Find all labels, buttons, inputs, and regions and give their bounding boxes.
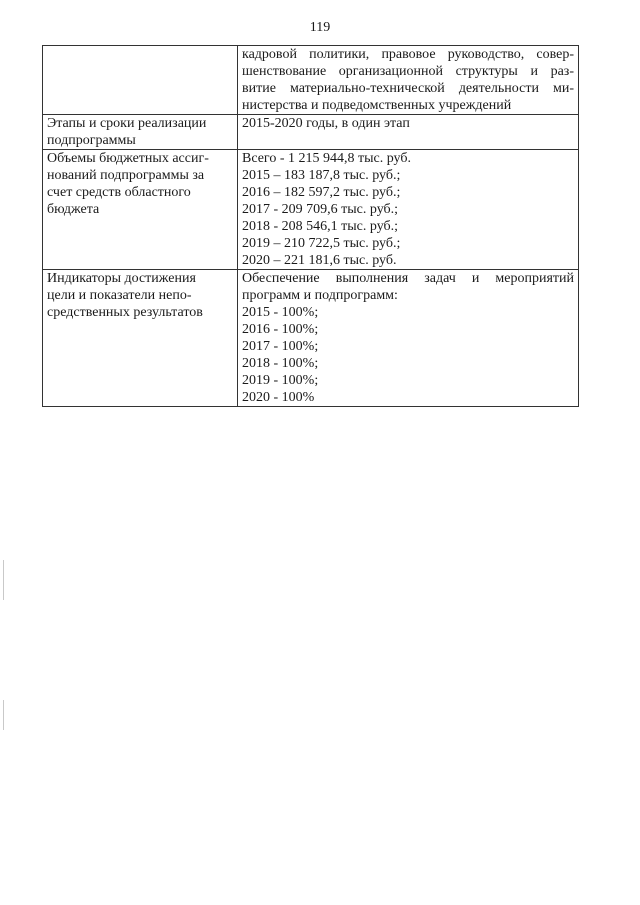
label-line: бюджета (47, 202, 100, 217)
label-line: Объемы бюджетных ассиг- (47, 151, 209, 166)
table-row-indicators (43, 270, 579, 407)
label-line: Индикаторы достижения (47, 271, 196, 286)
budget-line: 2018 - 208 546,1 тыс. руб.; (242, 219, 399, 234)
row-content-cell (238, 150, 579, 270)
content-line: кадровой политики, правовое руководство, совер- (242, 47, 574, 62)
content-line: Обеспечение выполнения задач и мероприятий (242, 271, 574, 286)
content-line: витие материально-технической деятельности ми- (242, 81, 574, 96)
row-label-cell (43, 270, 238, 407)
content-line: 2015-2020 годы, в один этап (242, 116, 410, 131)
row-content-cell (238, 115, 579, 150)
indicator-line: 2018 - 100%; (242, 356, 319, 371)
scan-edge-mark (3, 700, 4, 730)
table-row-continuation (43, 46, 579, 115)
label-line: средственных результатов (47, 305, 203, 320)
table-row-budget (43, 150, 579, 270)
label-line: Этапы и сроки реализации (47, 116, 207, 131)
page-number: 119 (309, 20, 331, 35)
indicator-line: 2016 - 100%; (242, 322, 319, 337)
label-line: цели и показатели непо- (47, 288, 192, 303)
label-line: счет средств областного (47, 185, 191, 200)
table-row-stages (43, 115, 579, 150)
budget-line: 2015 – 183 187,8 тыс. руб.; (242, 168, 401, 183)
label-line: подпрограммы (47, 133, 136, 148)
budget-line: 2016 – 182 597,2 тыс. руб.; (242, 185, 401, 200)
budget-line: 2020 – 221 181,6 тыс. руб. (242, 253, 397, 268)
indicator-line: 2020 - 100% (242, 390, 315, 405)
scan-edge-mark (3, 560, 4, 600)
content-line: нистерства и подведомственных учреждений (242, 98, 512, 113)
row-label-cell (43, 46, 238, 115)
row-content-cell (238, 46, 579, 115)
indicator-line: 2015 - 100%; (242, 305, 319, 320)
row-label-cell (43, 150, 238, 270)
content-line: шенствование организационной структуры и раз- (242, 64, 574, 79)
budget-line: 2017 - 209 709,6 тыс. руб.; (242, 202, 399, 217)
budget-line: 2019 – 210 722,5 тыс. руб.; (242, 236, 401, 251)
row-label-cell (43, 115, 238, 150)
label-line: нований подпрограммы за (47, 168, 205, 183)
content-line: программ и подпрограмм: (242, 288, 398, 303)
budget-line: Всего - 1 215 944,8 тыс. руб. (242, 151, 411, 166)
row-content-cell (238, 270, 579, 407)
subprogram-passport-table (42, 45, 579, 407)
indicator-line: 2017 - 100%; (242, 339, 319, 354)
indicator-line: 2019 - 100%; (242, 373, 319, 388)
